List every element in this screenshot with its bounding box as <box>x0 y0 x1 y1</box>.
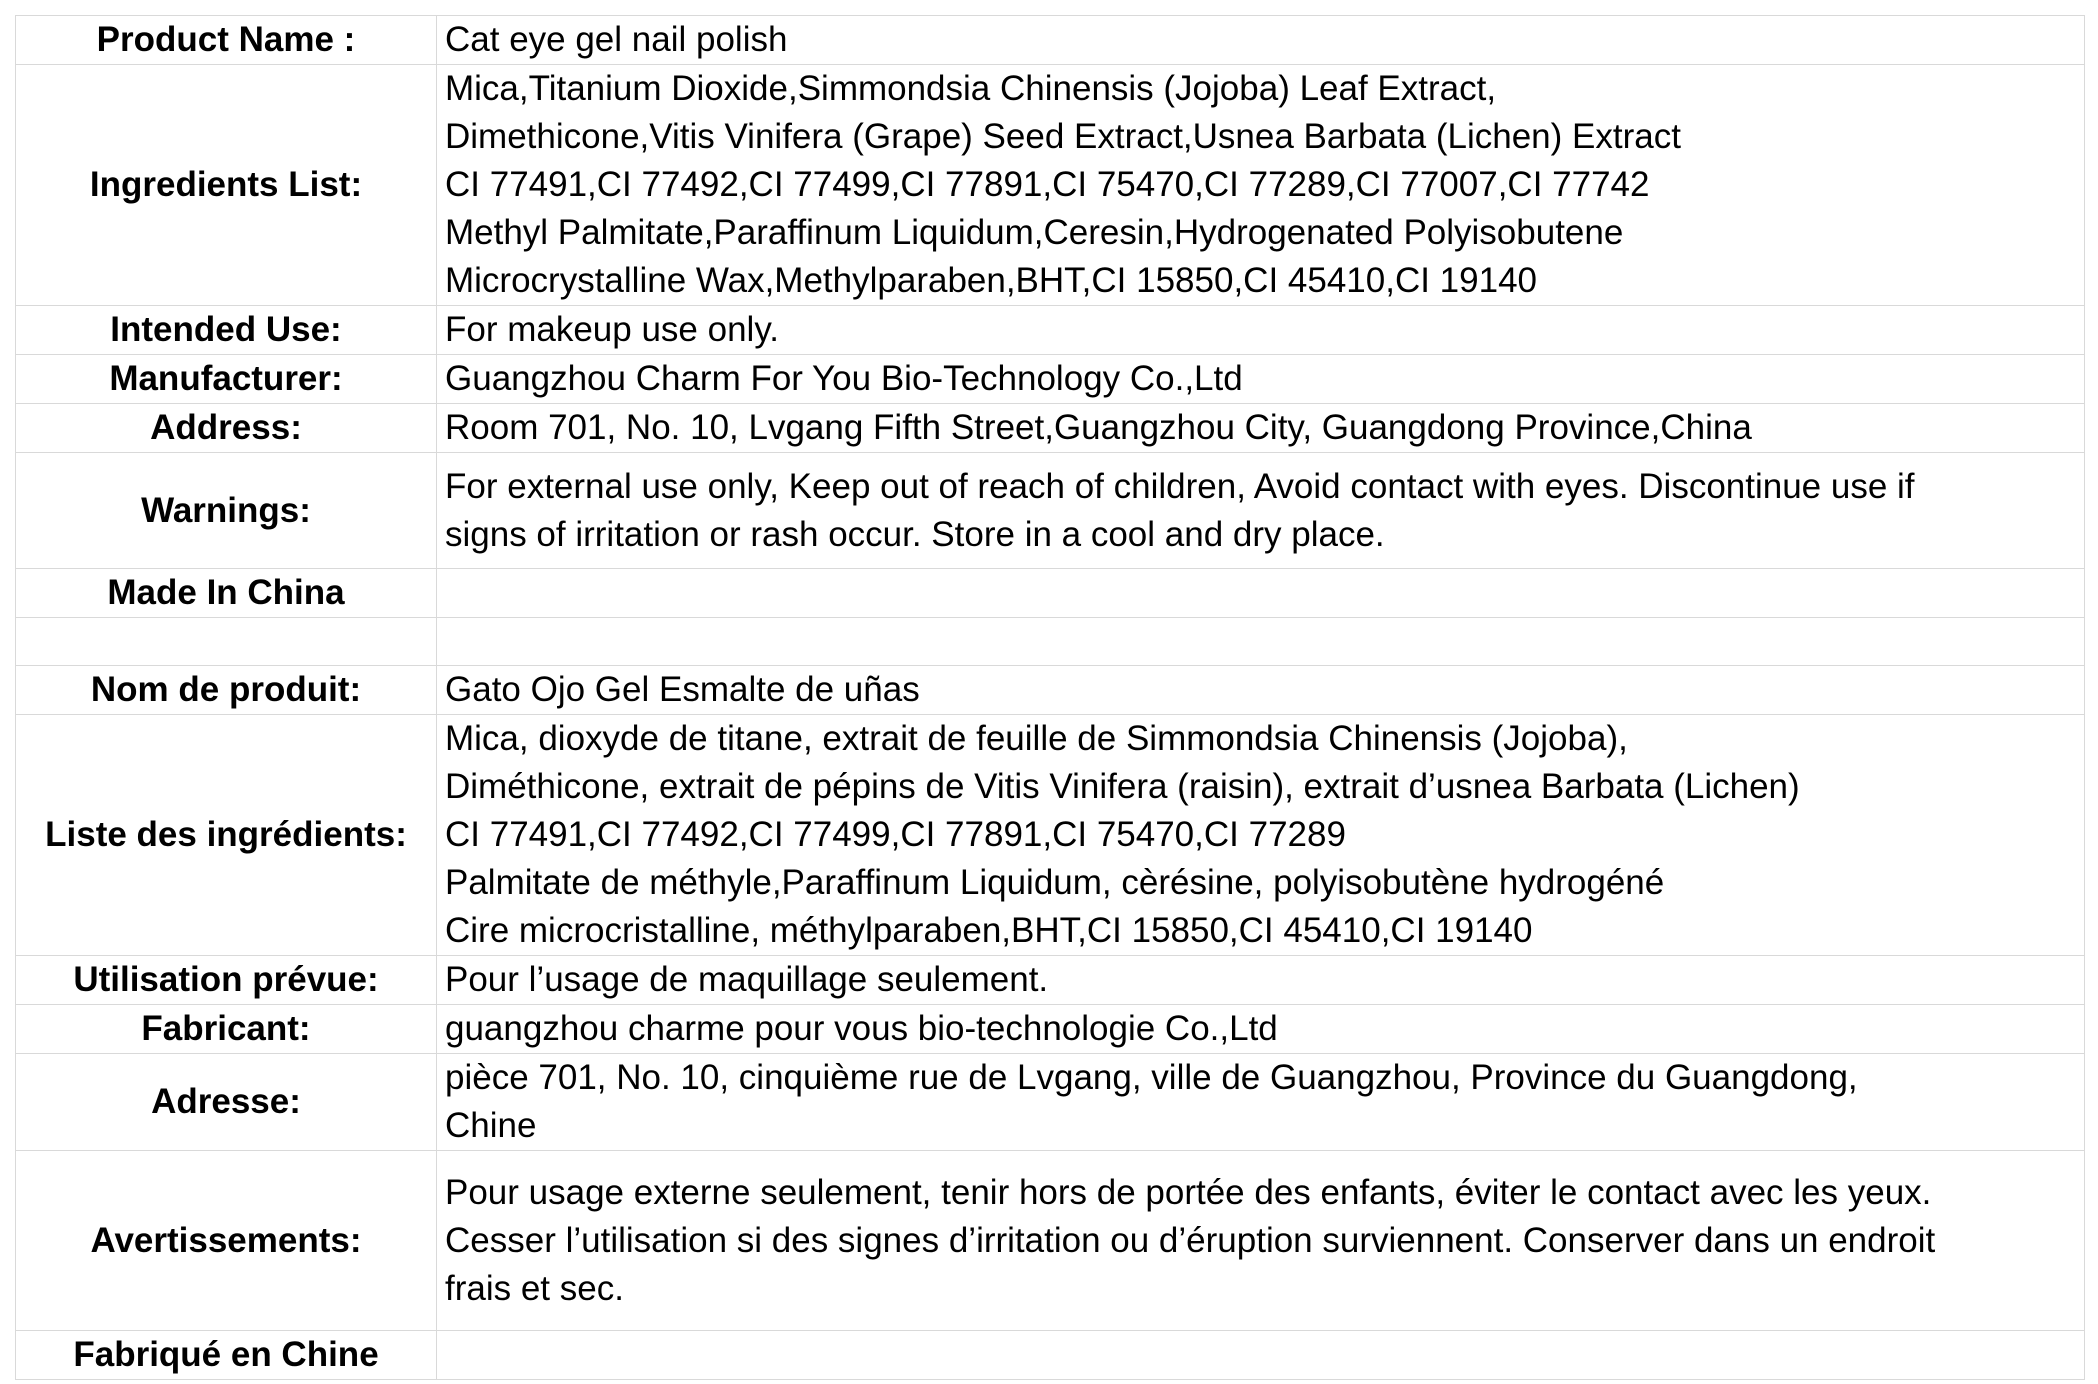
fabricant-label: Fabricant: <box>16 1005 437 1054</box>
made-in-value <box>437 569 2085 618</box>
avertissements-label: Avertissements: <box>16 1151 437 1331</box>
row-address <box>16 404 2085 453</box>
ingredients-line: Mica, dioxyde de titane, extrait de feuille de Simmondsia Chinensis (Jojoba), <box>445 719 1628 758</box>
ingredients-line: CI 77491,CI 77492,CI 77499,CI 77891,CI 75470,CI 77289 <box>445 815 1346 854</box>
fabricant-value: guangzhou charme pour vous bio-technologie Co.,Ltd <box>437 1005 2085 1054</box>
ingredients-line: Palmitate de méthyle,Paraffinum Liquidum, cèrésine, polyisobutène hydrogéné <box>445 863 1665 902</box>
liste-ingredients-value <box>437 715 2085 956</box>
avertissements-line: Cesser l’utilisation si des signes d’irritation ou d’éruption surviennent. Conserver dans un endroit <box>445 1220 1936 1260</box>
manufacturer-label: Manufacturer: <box>16 355 437 404</box>
row-spacer <box>16 618 2085 666</box>
row-utilisation <box>16 956 2085 1005</box>
ingredients-line: Cire microcristalline, méthylparaben,BHT,CI 15850,CI 45410,CI 19140 <box>445 911 1533 950</box>
address-label: Address: <box>16 404 437 453</box>
row-fabrique-en <box>16 1331 2085 1380</box>
ingredients-line: CI 77491,CI 77492,CI 77499,CI 77891,CI 75470,CI 77289,CI 77007,CI 77742 <box>445 165 1650 204</box>
fabrique-en-value <box>437 1331 2085 1380</box>
avertissements-line: Pour usage externe seulement, tenir hors de portée des enfants, éviter le contact avec les yeux. <box>445 1172 1932 1212</box>
intended-use-label: Intended Use: <box>16 306 437 355</box>
ingredients-line: Methyl Palmitate,Paraffinum Liquidum,Ceresin,Hydrogenated Polyisobutene <box>445 213 1624 252</box>
manufacturer-value: Guangzhou Charm For You Bio-Technology Co.,Ltd <box>437 355 2085 404</box>
warnings-label: Warnings: <box>16 453 437 569</box>
adresse-value <box>437 1054 2085 1151</box>
nom-produit-label: Nom de produit: <box>16 666 437 715</box>
address-value: Room 701, No. 10, Lvgang Fifth Street,Guangzhou City, Guangdong Province,China <box>437 404 2085 453</box>
adresse-line: pièce 701, No. 10, cinquième rue de Lvgang, ville de Guangzhou, Province du Guangdong, <box>445 1058 1858 1097</box>
row-made-in <box>16 569 2085 618</box>
row-nom-produit <box>16 666 2085 715</box>
utilisation-label: Utilisation prévue: <box>16 956 437 1005</box>
warnings-value <box>437 453 2085 569</box>
row-ingredients <box>16 65 2085 306</box>
intended-use-value: For makeup use only. <box>437 306 2085 355</box>
utilisation-value: Pour l’usage de maquillage seulement. <box>437 956 2085 1005</box>
ingredients-line: Microcrystalline Wax,Methylparaben,BHT,CI 15850,CI 45410,CI 19140 <box>445 261 1538 300</box>
avertissements-value <box>437 1151 2085 1331</box>
adresse-line: Chine <box>445 1106 537 1145</box>
ingredients-value <box>437 65 2085 306</box>
spacer-cell <box>16 618 437 666</box>
avertissements-line: frais et sec. <box>445 1268 624 1308</box>
row-intended-use <box>16 306 2085 355</box>
warnings-line: signs of irritation or rash occur. Store in a cool and dry place. <box>445 514 1385 554</box>
row-liste-ingredients <box>16 715 2085 956</box>
product-name-label: Product Name : <box>16 16 437 65</box>
ingredients-line: Diméthicone, extrait de pépins de Vitis Vinifera (raisin), extrait d’usnea Barbata (Lichen) <box>445 767 1800 806</box>
fabrique-en-label: Fabriqué en Chine <box>16 1331 437 1380</box>
warnings-line: For external use only, Keep out of reach of children, Avoid contact with eyes. Discontinue use if <box>445 466 1915 506</box>
product-name-value: Cat eye gel nail polish <box>437 16 2085 65</box>
made-in-label: Made In China <box>16 569 437 618</box>
ingredients-label: Ingredients List: <box>16 65 437 306</box>
product-info-table <box>15 15 2085 1380</box>
row-adresse <box>16 1054 2085 1151</box>
row-warnings <box>16 453 2085 569</box>
ingredients-line: Mica,Titanium Dioxide,Simmondsia Chinensis (Jojoba) Leaf Extract, <box>445 69 1497 108</box>
row-product-name <box>16 16 2085 65</box>
row-avertissements <box>16 1151 2085 1331</box>
row-fabricant <box>16 1005 2085 1054</box>
row-manufacturer <box>16 355 2085 404</box>
ingredients-line: Dimethicone,Vitis Vinifera (Grape) Seed Extract,Usnea Barbata (Lichen) Extract <box>445 117 1681 156</box>
liste-ingredients-label: Liste des ingrédients: <box>16 715 437 956</box>
nom-produit-value: Gato Ojo Gel Esmalte de uñas <box>437 666 2085 715</box>
adresse-label: Adresse: <box>16 1054 437 1151</box>
spacer-cell <box>437 618 2085 666</box>
